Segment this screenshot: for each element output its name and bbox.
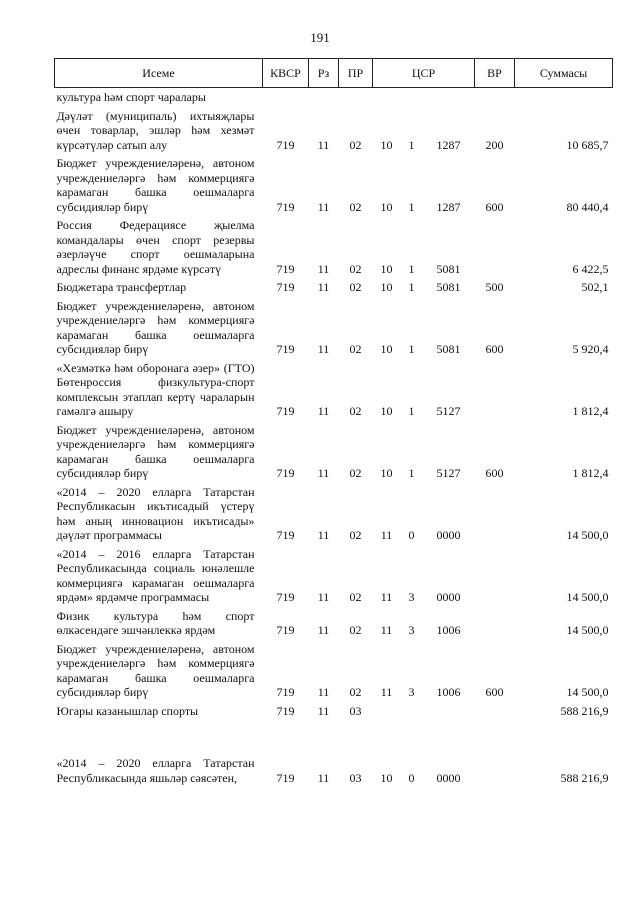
row-vr: 600 (485, 685, 504, 699)
row-csr-1: 11 (380, 685, 393, 699)
row-pr: 02 (349, 590, 362, 604)
row-csr-3: 0000 (436, 528, 461, 542)
row-csr-1: 11 (380, 590, 393, 604)
table-row (55, 607, 613, 640)
row-vr (475, 545, 515, 607)
row-rz: 11 (317, 703, 330, 718)
row-csr-2 (401, 702, 423, 721)
table-row (55, 421, 613, 483)
row-sum: 1 812,4 (572, 466, 609, 480)
row-rz: 11 (317, 261, 330, 276)
row-csr-3: 5127 (436, 466, 461, 480)
row-sum: 14 500,0 (566, 528, 609, 542)
table-row (55, 359, 613, 421)
row-vr (475, 88, 515, 107)
page-number: 191 (310, 30, 330, 45)
row-name: культура һәм спорт чаралары (56, 90, 206, 104)
row-csr-1: 10 (380, 342, 393, 356)
row-rz: 11 (317, 528, 330, 542)
row-csr-2 (401, 88, 423, 107)
row-pr: 02 (349, 404, 362, 418)
row-csr-3 (423, 88, 475, 107)
row-vr: 200 (485, 137, 504, 152)
row-csr-2: 1 (408, 404, 415, 418)
row-csr-2: 1 (408, 280, 415, 294)
row-name: Бюджет учреждениеләренә, автоном учреждениеләргә һәм коммерциягә карамаган башка оешмаларга субсидияләр бирү (56, 641, 255, 699)
row-kvsr: 719 (276, 137, 295, 152)
row-pr: 02 (349, 199, 362, 214)
row-csr-1: 10 (380, 770, 393, 785)
row-name: Бюджет учреждениеләренә, автоном учреждениеләргә һәм коммерциягә карамаган башка оешмаларга субсидияләр бирү (56, 422, 255, 480)
table-row (55, 107, 613, 155)
row-pr: 03 (349, 703, 362, 718)
row-sum: 80 440,4 (566, 199, 609, 214)
table-row (55, 702, 613, 721)
row-csr-2: 1 (408, 261, 415, 276)
table-row (55, 297, 613, 359)
row-rz: 11 (317, 685, 330, 699)
row-name: «2014 – 2016 елларга Татарстан Республикасында социаль юнәлешле коммерциягә карамаган оешмаларга ярдәм» ярдәмче программасы (56, 546, 255, 604)
row-pr: 02 (349, 261, 362, 276)
row-csr-3: 5081 (436, 280, 461, 294)
row-pr: 02 (349, 528, 362, 542)
row-sum: 502,1 (581, 280, 609, 294)
header-pr: ПР (339, 59, 373, 88)
row-pr: 03 (349, 770, 362, 785)
row-csr-3: 5081 (436, 261, 461, 276)
row-csr-2: 1 (408, 199, 415, 214)
row-csr-2: 1 (408, 466, 415, 480)
row-csr-1: 10 (380, 137, 393, 152)
row-pr: 02 (349, 342, 362, 356)
row-csr-3: 5127 (436, 404, 461, 418)
header-name: Исеме (55, 59, 263, 88)
row-vr: 600 (485, 466, 504, 480)
table-body (55, 88, 613, 788)
budget-table (54, 58, 613, 787)
row-sum (515, 88, 613, 107)
table-row (55, 545, 613, 607)
row-pr: 02 (349, 623, 362, 637)
row-name: Югары казанышлар спорты (56, 703, 199, 718)
row-sum: 588 216,9 (560, 770, 609, 785)
row-sum: 1 812,4 (572, 404, 609, 418)
row-kvsr: 719 (276, 280, 295, 294)
budget-table-container (54, 58, 612, 787)
row-vr (475, 754, 515, 787)
row-csr-2: 3 (408, 623, 415, 637)
row-kvsr: 719 (276, 342, 295, 356)
row-vr (475, 216, 515, 278)
row-sum: 588 216,9 (560, 703, 609, 718)
row-rz: 11 (317, 623, 330, 637)
row-rz: 11 (317, 404, 330, 418)
row-pr (339, 88, 373, 107)
row-csr-3: 1006 (436, 685, 461, 699)
row-csr-1: 11 (380, 623, 393, 637)
row-rz: 11 (317, 466, 330, 480)
row-vr: 600 (485, 342, 504, 356)
row-vr: 600 (485, 199, 504, 214)
row-pr: 02 (349, 466, 362, 480)
row-kvsr: 719 (276, 404, 295, 418)
header-csr: ЦСР (373, 59, 475, 88)
table-row (55, 483, 613, 545)
table-row (55, 154, 613, 216)
row-name: «Хезмәткә һәм оборонага әзер» (ГТО) Бөтенроссия физкультура-спорт комплексын этаплап кертү чараларын гамәлгә ашыру (56, 360, 255, 418)
row-sum: 14 500,0 (566, 623, 609, 637)
row-sum: 14 500,0 (566, 685, 609, 699)
header-kvsr: КВСР (263, 59, 309, 88)
row-name: Бюджет учреждениеләренә, автоном учреждениеләргә һәм коммерциягә карамаган башка оешмаларга субсидияләр бирү (56, 156, 255, 214)
row-kvsr: 719 (276, 770, 295, 785)
row-kvsr: 719 (276, 466, 295, 480)
table-row (55, 754, 613, 787)
row-csr-1 (373, 88, 401, 107)
row-name: Бюджетара трансфертлар (56, 280, 187, 294)
spacer-cell (55, 720, 613, 754)
table-row (55, 278, 613, 297)
row-csr-3: 0000 (436, 770, 461, 785)
row-csr-2: 3 (408, 685, 415, 699)
row-csr-3: 0000 (436, 590, 461, 604)
row-name: «2014 – 2020 елларга Татарстан Республикасын икътисадый үстерү һәм аның инновацион икътисады» дәүләт программасы (56, 484, 255, 542)
table-row (55, 640, 613, 702)
row-csr-3 (423, 702, 475, 721)
row-csr-2: 1 (408, 342, 415, 356)
row-vr (475, 702, 515, 721)
row-kvsr: 719 (276, 623, 295, 637)
row-name: Россия Федерациясе җыелма командалары өчен спорт резервы әзерләүче спорт оешмаларына адреслы финанс ярдәме күрсәтү (56, 218, 255, 276)
row-csr-3: 1287 (436, 199, 461, 214)
row-kvsr: 719 (276, 199, 295, 214)
row-csr-1: 10 (380, 466, 393, 480)
row-sum: 14 500,0 (566, 590, 609, 604)
header-sum: Суммасы (515, 59, 613, 88)
row-sum: 10 685,7 (566, 137, 609, 152)
row-pr: 02 (349, 137, 362, 152)
row-csr-1: 10 (380, 261, 393, 276)
row-vr (475, 607, 515, 640)
row-csr-1: 11 (380, 528, 393, 542)
row-rz: 11 (317, 280, 330, 294)
row-rz: 11 (317, 590, 330, 604)
row-csr-2: 0 (408, 528, 415, 542)
row-rz: 11 (317, 342, 330, 356)
table-header (55, 59, 613, 88)
row-sum: 5 920,4 (572, 342, 609, 356)
row-name: Бюджет учреждениеләренә, автоном учреждениеләргә һәм коммерциягә карамаган башка оешмаларга субсидияләр бирү (56, 298, 255, 356)
row-kvsr: 719 (276, 703, 295, 718)
row-csr-1: 10 (380, 199, 393, 214)
row-csr-1: 10 (380, 280, 393, 294)
table-row (55, 216, 613, 278)
row-rz (309, 88, 339, 107)
row-csr-1: 10 (380, 404, 393, 418)
row-rz: 11 (317, 770, 330, 785)
row-csr-3: 1006 (436, 623, 461, 637)
row-spacer (55, 720, 613, 754)
row-csr-2: 3 (408, 590, 415, 604)
row-name: Физик культура һәм спорт өлкәсендәге эшчәнлеккә ярдәм (56, 608, 255, 637)
row-kvsr: 719 (276, 685, 295, 699)
header-rz: Рз (309, 59, 339, 88)
row-csr-2: 1 (408, 137, 415, 152)
row-vr: 500 (485, 280, 504, 294)
row-csr-1 (373, 702, 401, 721)
row-vr (475, 359, 515, 421)
row-pr: 02 (349, 685, 362, 699)
row-kvsr: 719 (276, 261, 295, 276)
row-rz: 11 (317, 137, 330, 152)
row-name: Дәүләт (муниципаль) ихтыяҗлары өчен товарлар, эшләр һәм хезмәт күрсәтүләр сатып алу (56, 108, 255, 152)
row-pr: 02 (349, 280, 362, 294)
row-kvsr: 719 (276, 528, 295, 542)
row-csr-3: 1287 (436, 137, 461, 152)
row-rz: 11 (317, 199, 330, 214)
row-kvsr: 719 (276, 590, 295, 604)
row-vr (475, 483, 515, 545)
row-csr-2: 0 (408, 770, 415, 785)
table-row (55, 88, 613, 107)
row-csr-3: 5081 (436, 342, 461, 356)
row-sum: 6 422,5 (572, 261, 609, 276)
header-vr: ВР (475, 59, 515, 88)
row-kvsr (263, 88, 309, 107)
row-name: «2014 – 2020 елларга Татарстан Республикасында яшьләр сәясәтен, (56, 756, 255, 785)
